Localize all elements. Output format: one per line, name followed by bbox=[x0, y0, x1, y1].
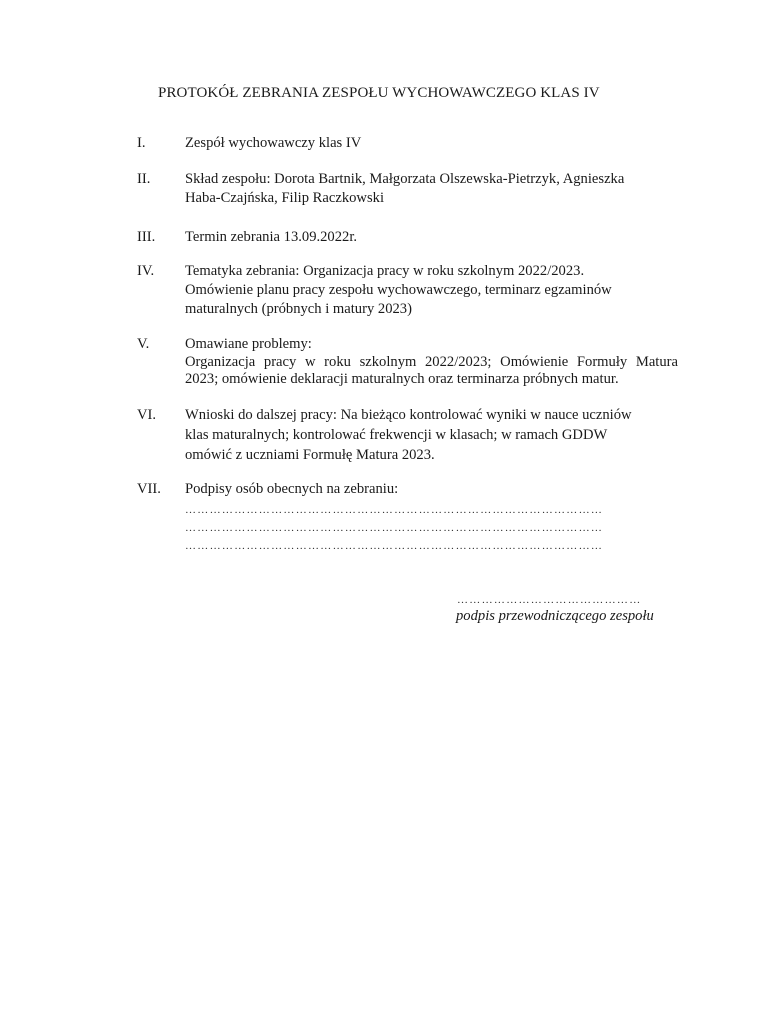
section-3 bbox=[137, 228, 682, 247]
signature-dotted-line: ………………………………………………………………………………………… bbox=[185, 522, 604, 534]
section-text: Haba-Czajńska, Filip Raczkowski bbox=[185, 190, 384, 206]
section-number: III. bbox=[137, 229, 156, 245]
signature-dotted-line: ………………………………………………………………………………………… bbox=[185, 540, 604, 552]
section-text: 2023; omówienie deklaracji maturalnych oraz terminarza próbnych matur. bbox=[185, 371, 619, 387]
section-number: VI. bbox=[137, 407, 157, 423]
section-text: Zespół wychowawczy klas IV bbox=[185, 135, 362, 151]
section-text: maturalnych (próbnych i matury 2023) bbox=[185, 301, 412, 317]
section-number: V. bbox=[137, 336, 150, 352]
section-text: Tematyka zebrania: Organizacja pracy w roku szkolnym 2022/2023. bbox=[185, 263, 585, 279]
section-5 bbox=[137, 335, 682, 388]
section-1 bbox=[137, 134, 682, 153]
section-text: Termin zebrania 13.09.2022r. bbox=[185, 229, 358, 245]
section-6 bbox=[137, 405, 682, 465]
chair-signature-label: podpis przewodniczącego zespołu bbox=[456, 608, 654, 624]
section-number: IV. bbox=[137, 263, 155, 279]
section-text: Omawiane problemy: bbox=[185, 336, 312, 352]
chair-signature-dotted-line: ……………………………………… bbox=[457, 594, 642, 606]
signature-dotted-line: ………………………………………………………………………………………… bbox=[185, 504, 604, 516]
section-text: Organizacja pracy w roku szkolnym 2022/2023; Omówienie Formuły Matura bbox=[185, 354, 678, 370]
section-text: Skład zespołu: Dorota Bartnik, Małgorzata Olszewska-Pietrzyk, Agnieszka bbox=[185, 171, 625, 187]
section-7 bbox=[137, 480, 682, 555]
section-text: omówić z uczniami Formułę Matura 2023. bbox=[185, 447, 435, 463]
section-number: II. bbox=[137, 171, 151, 187]
section-4 bbox=[137, 262, 682, 319]
section-2 bbox=[137, 170, 682, 208]
section-number: I. bbox=[137, 135, 146, 151]
section-text: Omówienie planu pracy zespołu wychowawczego, terminarz egzaminów bbox=[185, 282, 612, 298]
section-number: VII. bbox=[137, 481, 161, 497]
section-text: Podpisy osób obecnych na zebraniu: bbox=[185, 481, 399, 497]
section-text: klas maturalnych; kontrolować frekwencji w klasach; w ramach GDDW bbox=[185, 427, 608, 443]
document-title: PROTOKÓŁ ZEBRANIA ZESPOŁU WYCHOWAWCZEGO KLAS IV bbox=[158, 85, 600, 101]
section-text: Wnioski do dalszej pracy: Na bieżąco kontrolować wyniki w nauce uczniów bbox=[185, 407, 632, 423]
